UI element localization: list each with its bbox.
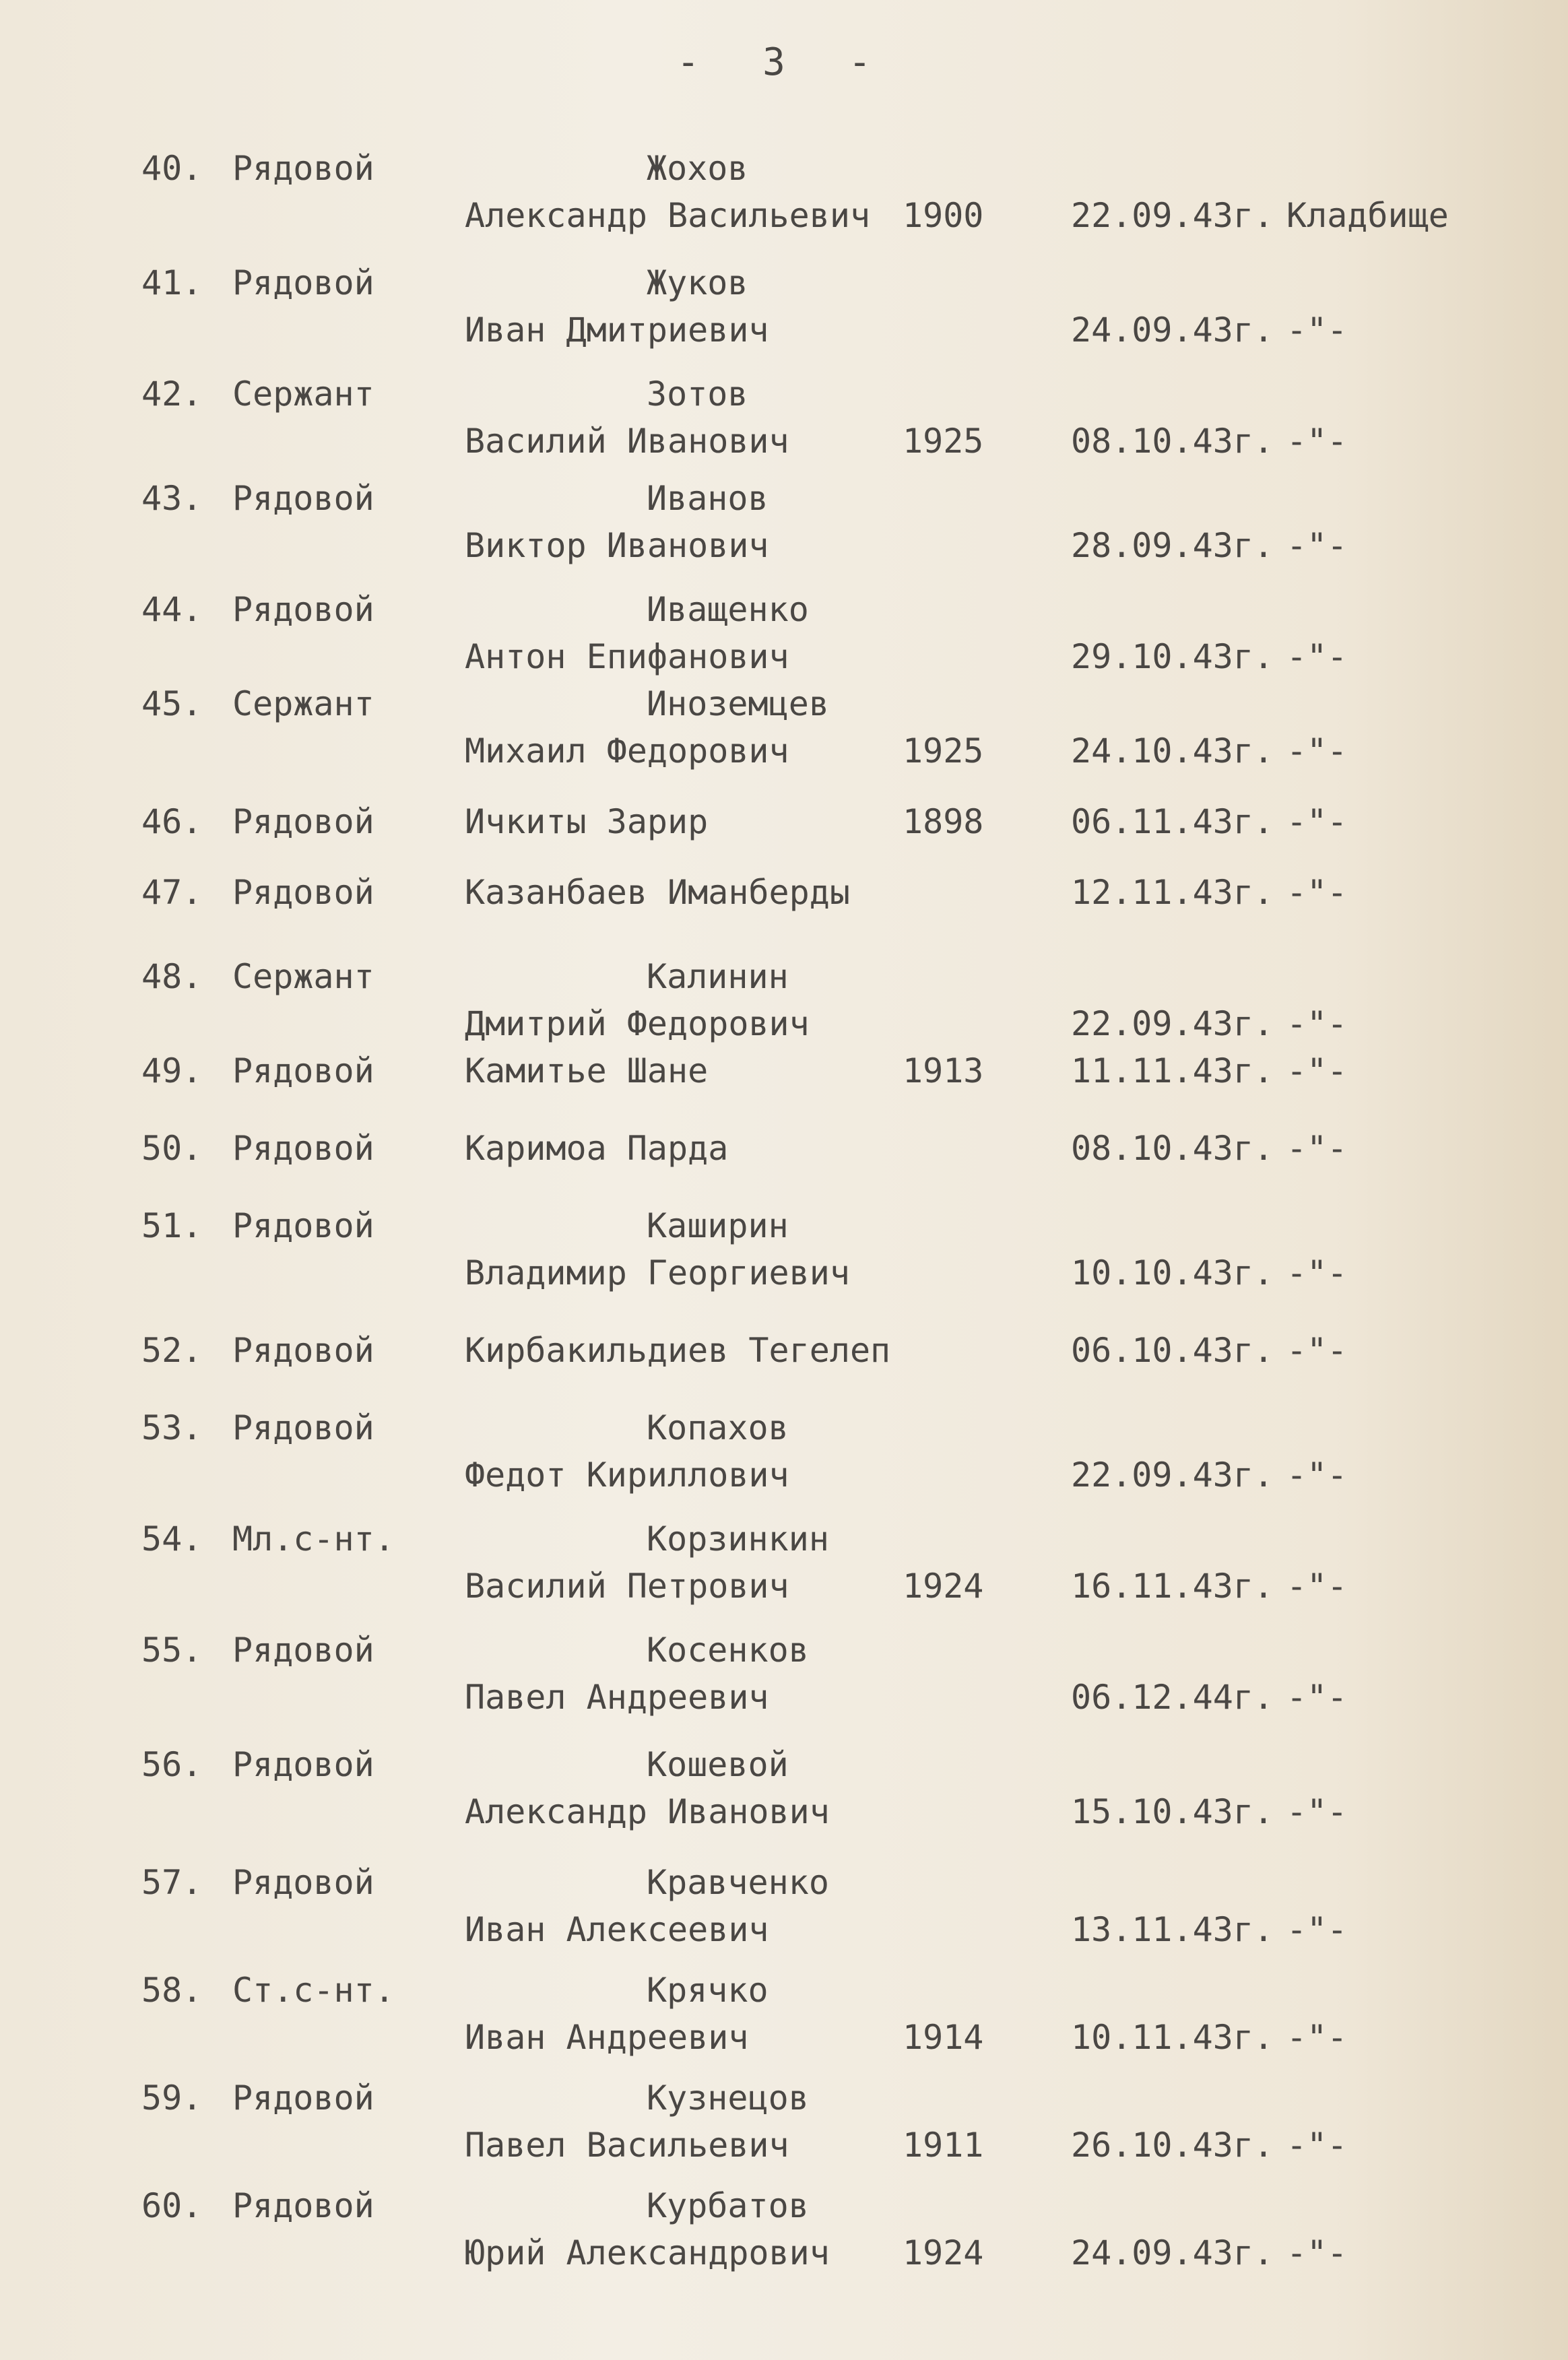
record-birth-year: 1925 [903,731,984,771]
record-number: 54. [141,1519,203,1559]
record-burial-place: -"- [1286,1678,1348,1717]
record-number: 49. [141,1051,203,1090]
record-given-names: Павел Васильевич [465,2126,789,2165]
record-given-names: Александр Васильевич [465,196,871,235]
record-number: 46. [141,802,203,841]
record-rank: Мл.с-нт. [232,1519,395,1559]
record-birth-year: 1924 [903,2233,984,2272]
record-rank: Рядовой [232,479,374,518]
record-surname: Калинин [647,957,789,996]
record-number: 52. [141,1331,203,1370]
record-number: 43. [141,479,203,518]
record-number: 41. [141,263,203,302]
record-given-names: Дмитрий Федорович [465,1004,810,1043]
record-burial-place: -"- [1286,1792,1348,1831]
record-burial-place: -"- [1286,1910,1348,1949]
record-number: 58. [141,1971,203,2010]
record-death-date: 12.11.43г. [1071,873,1274,912]
record-number: 51. [141,1206,203,1245]
record-death-date: 22.09.43г. [1071,1455,1274,1495]
record-birth-year: 1925 [903,422,984,461]
record-given-names: Юрий Александрович [465,2233,830,2272]
record-rank: Рядовой [232,263,374,302]
record-birth-year: 1913 [903,1051,984,1090]
record-number: 42. [141,374,203,414]
record-death-date: 22.09.43г. [1071,196,1274,235]
record-rank: Сержант [232,374,374,414]
record-death-date: 06.12.44г. [1071,1678,1274,1717]
record-given-names: Федот Кириллович [465,1455,789,1495]
record-death-date: 24.09.43г. [1071,310,1274,350]
record-surname: Копахов [647,1408,789,1447]
record-rank: Рядовой [232,1129,374,1168]
record-number: 53. [141,1408,203,1447]
record-surname: Жуков [647,263,748,302]
record-birth-year: 1898 [903,802,984,841]
record-burial-place: -"- [1286,873,1348,912]
record-burial-place: -"- [1286,1455,1348,1495]
record-burial-place: -"- [1286,731,1348,771]
record-death-date: 24.09.43г. [1071,2233,1274,2272]
record-death-date: 11.11.43г. [1071,1051,1274,1090]
record-number: 50. [141,1129,203,1168]
record-birth-year: 1911 [903,2126,984,2165]
record-death-date: 15.10.43г. [1071,1792,1274,1831]
record-rank: Ст.с-нт. [232,1971,395,2010]
record-surname: Ичкиты Зарир [465,802,709,841]
record-burial-place: Кладбище [1286,196,1449,235]
record-number: 48. [141,957,203,996]
record-surname: Каширин [647,1206,789,1245]
record-death-date: 22.09.43г. [1071,1004,1274,1043]
record-death-date: 13.11.43г. [1071,1910,1274,1949]
record-number: 45. [141,684,203,723]
record-number: 56. [141,1745,203,1784]
record-given-names: Иван Андреевич [465,2018,749,2057]
record-rank: Рядовой [232,1745,374,1784]
record-death-date: 08.10.43г. [1071,1129,1274,1168]
record-surname: Иноземцев [647,684,829,723]
record-death-date: 10.11.43г. [1071,2018,1274,2057]
record-burial-place: -"- [1286,2126,1348,2165]
record-burial-place: -"- [1286,1331,1348,1370]
record-rank: Рядовой [232,149,374,188]
record-surname: Жохов [647,149,748,188]
record-burial-place: -"- [1286,526,1348,565]
record-death-date: 10.10.43г. [1071,1253,1274,1292]
record-rank: Рядовой [232,1408,374,1447]
record-number: 59. [141,2078,203,2118]
record-birth-year: 1900 [903,196,984,235]
record-rank: Рядовой [232,1863,374,1902]
record-given-names: Василий Иванович [465,422,789,461]
record-number: 47. [141,873,203,912]
record-death-date: 06.10.43г. [1071,1331,1274,1370]
record-surname: Иванов [647,479,769,518]
record-burial-place: -"- [1286,1004,1348,1043]
record-surname: Кошевой [647,1745,789,1784]
record-surname: Косенков [647,1631,809,1670]
record-surname: Камитье Шане [465,1051,709,1090]
record-surname: Корзинкин [647,1519,829,1559]
record-surname: Курбатов [647,2186,809,2225]
record-surname: Иващенко [647,590,809,629]
record-rank: Рядовой [232,2186,374,2225]
record-death-date: 26.10.43г. [1071,2126,1274,2165]
record-rank: Рядовой [232,802,374,841]
record-surname: Кузнецов [647,2078,809,2118]
record-given-names: Александр Иванович [465,1792,830,1831]
record-number: 60. [141,2186,203,2225]
record-death-date: 08.10.43г. [1071,422,1274,461]
record-surname: Зотов [647,374,748,414]
record-surname: Казанбаев Иманберды [465,873,850,912]
record-birth-year: 1924 [903,1567,984,1606]
record-surname: Каримоа Парда [465,1129,729,1168]
record-burial-place: -"- [1286,310,1348,350]
record-given-names: Павел Андреевич [465,1678,769,1717]
record-rank: Рядовой [232,1631,374,1670]
record-rank: Рядовой [232,1051,374,1090]
record-death-date: 28.09.43г. [1071,526,1274,565]
record-given-names: Василий Петрович [465,1567,789,1606]
record-rank: Рядовой [232,1206,374,1245]
record-rank: Рядовой [232,2078,374,2118]
record-given-names: Виктор Иванович [465,526,769,565]
record-number: 40. [141,149,203,188]
record-number: 44. [141,590,203,629]
record-rank: Рядовой [232,1331,374,1370]
record-surname: Крячко [647,1971,769,2010]
record-rank: Рядовой [232,873,374,912]
record-burial-place: -"- [1286,2018,1348,2057]
record-burial-place: -"- [1286,802,1348,841]
record-burial-place: -"- [1286,2233,1348,2272]
record-rank: Сержант [232,957,374,996]
record-given-names: Михаил Федорович [465,731,789,771]
record-death-date: 24.10.43г. [1071,731,1274,771]
record-surname: Кравченко [647,1863,829,1902]
record-burial-place: -"- [1286,1051,1348,1090]
page-number: - 3 - [676,40,892,84]
record-death-date: 06.11.43г. [1071,802,1274,841]
record-burial-place: -"- [1286,1129,1348,1168]
record-given-names: Антон Епифанович [465,637,789,676]
record-rank: Сержант [232,684,374,723]
record-rank: Рядовой [232,590,374,629]
record-burial-place: -"- [1286,1567,1348,1606]
record-burial-place: -"- [1286,422,1348,461]
record-number: 55. [141,1631,203,1670]
record-surname: Кирбакильдиев Тегелеп [465,1331,891,1370]
record-death-date: 16.11.43г. [1071,1567,1274,1606]
record-birth-year: 1914 [903,2018,984,2057]
record-number: 57. [141,1863,203,1902]
record-death-date: 29.10.43г. [1071,637,1274,676]
record-given-names: Иван Дмитриевич [465,310,769,350]
record-burial-place: -"- [1286,1253,1348,1292]
record-given-names: Иван Алексеевич [465,1910,769,1949]
record-given-names: Владимир Георгиевич [465,1253,850,1292]
record-burial-place: -"- [1286,637,1348,676]
